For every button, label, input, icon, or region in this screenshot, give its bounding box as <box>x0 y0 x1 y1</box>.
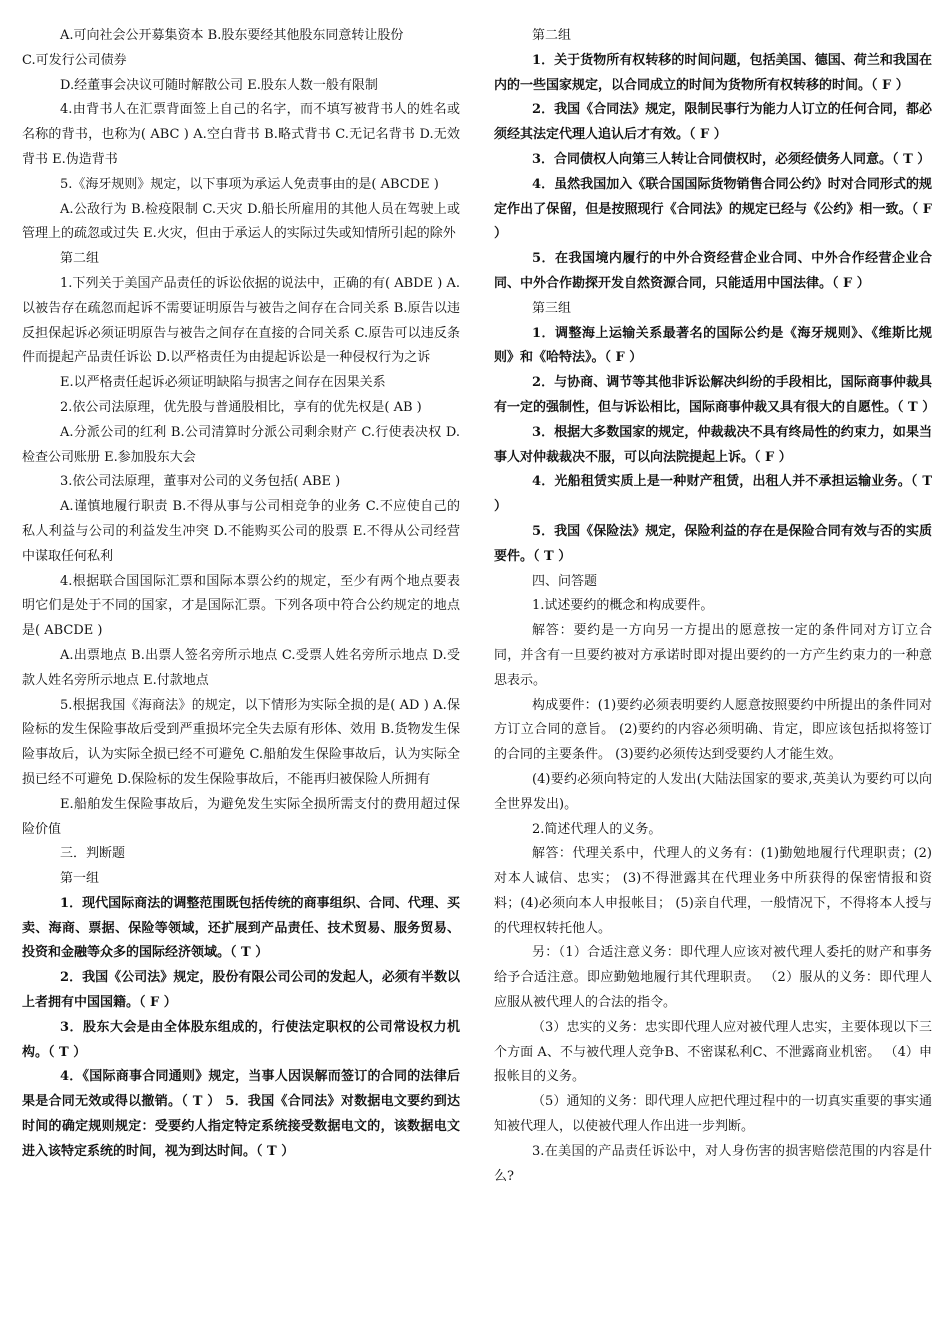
paragraph: 2．我国《合同法》规定，限制民事行为能力人订立的任何合同，都必须经其法定代理人追认后才有效。（ F ） <box>494 102 932 143</box>
paragraph: 另：（1）合适注意义务：即代理人应该对被代理人委托的财产和事务给予合适注意。即应勤勉地履行其代理职责。 （2）服从的义务：即代理人应服从被代理人的合法的指令。 <box>494 945 932 1011</box>
paragraph: 第一组 <box>60 871 100 887</box>
paragraph: 第三组 <box>532 300 572 316</box>
paragraph: 5．在我国境内履行的中外合资经营企业合同、中外合作经营企业合同、中外合作勘探开发自然资源合同，只能适用中国法律。（ F ） <box>494 251 932 291</box>
paragraph: 1．调整海上运输关系最著名的国际公约是《海牙规则》、《维斯比规则》和《哈特法》。（ F ） <box>494 325 932 366</box>
paragraph: (4)要约必须向特定的人发出(大陆法国家的要求,英美认为要约可以向全世界发出)。 <box>494 771 932 812</box>
right-column <box>494 24 936 1189</box>
paragraph: A.分派公司的红利 B.公司清算时分派公司剩余财产 C.行使表决权 D.检查公司账册 E.参加股东大会 <box>22 424 460 465</box>
paragraph: 四、问答题 <box>532 573 598 589</box>
paragraph: 4．《国际商事合同通则》规定，当事人因误解而签订的合同的法律后果是合同无效或得以撤销。（ T ） 5．我国《合同法》对数据电文要约到达时间的确定规则规定：受要约人指定特定系统接受数据电文的，该数据电文进入该特定系统的时间，视为到达时间。（ T ） <box>22 1069 460 1159</box>
paragraph: A.谨慎地履行职责 B.不得从事与公司相竞争的业务 C.不应使自己的私人利益与公司的利益发生冲突 D.不能购买公司的股票 E.不得从公司经营中谋取任何私利 <box>22 499 460 564</box>
paragraph: 3．股东大会是由全体股东组成的，行使法定职权的公司常设权力机构。（ T ） <box>22 1019 460 1060</box>
paragraph: A.出票地点 B.出票人签名旁所示地点 C.受票人姓名旁所示地点 D.受款人姓名旁所示地点 E.付款地点 <box>22 647 460 688</box>
paragraph: 1.下列关于美国产品责任的诉讼依据的说法中，正确的有( ABDE ) A.以被告存在疏忽而起诉不需要证明原告与被告之间存在合同关系 B.原告以违反担保起诉必须证明原告与被告之间存在直接的合同关系 C.原告可以违反条件而提起产品责任诉讼 D.以严格责任为由提起诉讼是一种侵权行为之诉 <box>22 275 460 366</box>
paragraph: C.可发行公司债券 <box>22 52 127 68</box>
paragraph: 2.依公司法原理，优先股与普通股相比，享有的优先权是( AB ) <box>60 399 422 415</box>
paragraph: 3．合同债权人向第三人转让合同债权时，必须经债务人同意。（ T ） <box>532 151 931 167</box>
paragraph: 4．虽然我国加入《联合国国际货物销售合同公约》时对合同形式的规定作出了保留，但是按照现行《合同法》的规定已经与《公约》相一致。（ F ） <box>494 176 932 242</box>
paragraph: 第二组 <box>532 28 572 43</box>
paragraph: 4．光船租赁实质上是一种财产租赁，出租人并不承担运输业务。（ T ） <box>494 474 932 515</box>
paragraph: 3.在美国的产品责任诉讼中，对人身伤害的损害赔偿范围的内容是什么? <box>494 1143 932 1184</box>
paragraph: （5）通知的义务：即代理人应把代理过程中的一切真实重要的事实通知被代理人，以使被代理人作出进一步判断。 <box>494 1094 932 1135</box>
paragraph: A.可向社会公开募集资本 B.股东要经其他股东同意转让股份 <box>60 28 404 43</box>
paragraph: D.经董事会决议可随时解散公司 E.股东人数一般有限制 <box>60 77 378 93</box>
paragraph: 1．现代国际商法的调整范围既包括传统的商事组织、合同、代理、买卖、海商、票据、保险等领域，还扩展到产品责任、技术贸易、服务贸易、投资和金融等众多的国际经济领域。（ T ） <box>22 895 460 961</box>
paragraph: 5.《海牙规则》规定，以下事项为承运人免责事由的是( ABCDE ) <box>60 176 439 192</box>
paragraph: 2．与协商、调节等其他非诉讼解决纠纷的手段相比，国际商事仲裁具有一定的强制性，但与诉讼相比，国际商事仲裁又具有很大的自愿性。（ T ） <box>494 375 936 415</box>
left-column <box>22 24 460 1165</box>
paragraph: 解答：要约是一方向另一方提出的愿意按一定的条件同对方订立合同，并含有一旦要约被对方承诺时即对提出要约的一方产生约束力的一种意思表示。 <box>494 623 932 688</box>
paragraph: （3）忠实的义务：忠实即代理人应对被代理人忠实，主要体现以下三个方面 A、不与被代理人竞争B、不密谋私利C、不泄露商业机密。 （4）申报帐目的义务。 <box>494 1019 932 1085</box>
paragraph: 构成要件：(1)要约必须表明要约人愿意按照要约中所提出的条件同对方订立合同的意旨。 (2)要约的内容必须明确、肯定，即应该包括拟将签订的合同的主要条件。 (3)要约必须传达到受要约人才能生效。 <box>494 697 932 763</box>
paragraph: 3．根据大多数国家的规定，仲裁裁决不具有终局性的约束力，如果当事人对仲裁裁决不服，可以向法院提起上诉。（ F ） <box>494 424 932 465</box>
paragraph: 3.依公司法原理，董事对公司的义务包括( ABE ) <box>60 474 341 490</box>
paragraph: 4.根据联合国国际汇票和国际本票公约的规定，至少有两个地点要表明它们是处于不同的国家，才是国际汇票。下列各项中符合公约规定的地点是( ABCDE ) <box>22 573 460 639</box>
paragraph: 解答：代理关系中，代理人的义务有：(1)勤勉地履行代理职责；(2)对本人诚信、忠实； (3)不得泄露其在代理业务中所获得的保密情报和资料；(4)必须向本人申报帐目； (5)亲自代理，一般情况下，不得将本人授与的代理权转托他人。 <box>494 846 932 936</box>
paragraph: E.船舶发生保险事故后，为避免发生实际全损所需支付的费用超过保险价值 <box>22 796 460 837</box>
paragraph: 2.简述代理人的义务。 <box>532 821 662 837</box>
paragraph: 2．我国《公司法》规定，股份有限公司公司的发起人，必须有半数以上者拥有中国国籍。（ F ） <box>22 970 460 1011</box>
paragraph: A.公敌行为 B.检疫限制 C.天灾 D.船长所雇用的其他人员在驾驶上或管理上的疏忽或过失 E.火灾，但由于承运人的实际过失或知情所引起的除外 <box>22 201 460 242</box>
paragraph: E.以严格责任起诉必须证明缺陷与损害之间存在因果关系 <box>60 375 386 391</box>
paragraph: 4.由背书人在汇票背面签上自己的名字，而不填写被背书人的姓名或名称的背书，也称为( ABC ) A.空白背书 B.略式背书 C.无记名背书 D.无效背书 E.伪造背书 <box>22 102 460 167</box>
paragraph: 5.根据我国《海商法》的规定，以下情形为实际全损的是( AD ) A.保险标的发生保险事故后受到严重损坏完全失去原有形体、效用 B.货物发生保险事故后，认为实际全损已经不可避免 C.船舶发生保险事故后，认为实际全损已经不可避免 D.保险标的发生保险事故后，不能再归被保险人所拥有 <box>22 697 460 787</box>
paragraph: 三．判断题 <box>60 846 126 862</box>
paragraph: 1.试述要约的概念和构成要件。 <box>532 598 714 614</box>
paragraph: 5．我国《保险法》规定，保险利益的存在是保险合同有效与否的实质要件。（ T ） <box>494 523 932 564</box>
paragraph: 1．关于货物所有权转移的时间问题，包括美国、德国、荷兰和我国在内的一些国家规定，以合同成立的时间为货物所有权转移的时间。（ F ） <box>494 52 932 93</box>
paragraph: 第二组 <box>60 251 100 267</box>
